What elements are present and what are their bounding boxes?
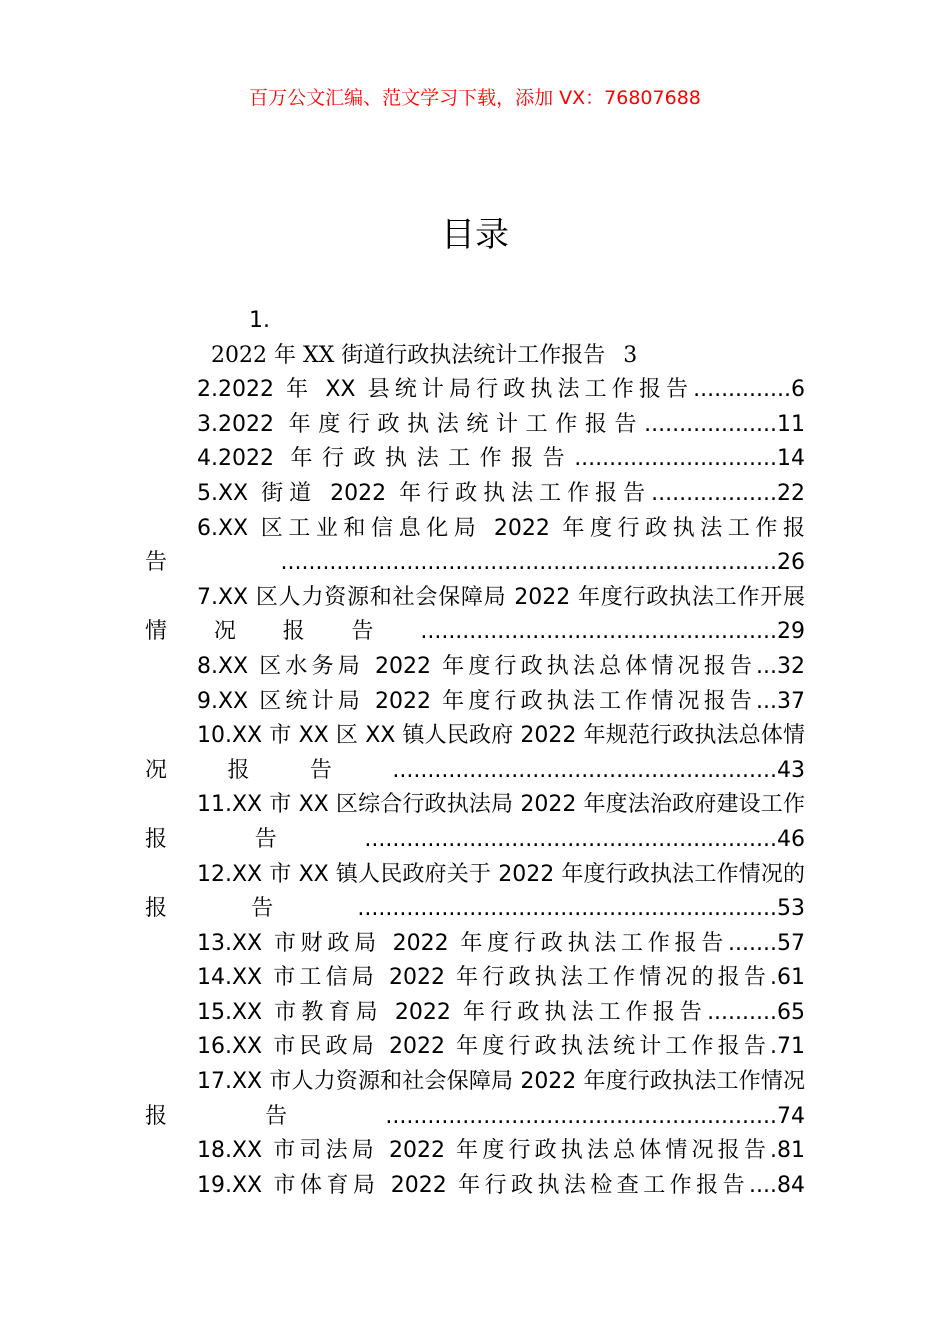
toc-entry-page: 32: [777, 653, 805, 679]
toc-entry[interactable]: [145, 650, 805, 685]
toc-entry[interactable]: [145, 1030, 805, 1065]
toc-entry[interactable]: [145, 373, 805, 408]
toc-entry[interactable]: [145, 512, 805, 581]
table-of-contents: [145, 304, 805, 1203]
toc-entry-title: 11.XX 市 XX 区综合行政执法局 2022 年度法治政府建设工作报告: [145, 792, 805, 852]
toc-entry-title: 15.XX 市教育局 2022 年行政执法工作报告: [197, 999, 708, 1025]
toc-entry-number: 1.: [249, 308, 270, 333]
header-note: 百万公文汇编、范文学习下载，添加 VX：76807688: [249, 87, 701, 109]
toc-entry-title: 13.XX 市财政局 2022 年度行政执法工作报告: [197, 930, 729, 956]
toc-entry-leader: .: [770, 965, 777, 991]
toc-entry[interactable]: [145, 581, 805, 650]
toc-entry-leader: ..................: [651, 480, 777, 506]
toc-entry-leader: ..............: [693, 377, 791, 403]
toc-entry-title: 3.2022 年度行政执法统计工作报告: [197, 411, 645, 437]
toc-entry-page: 26: [777, 550, 805, 576]
toc-entry-leader: ........................................................: [385, 1103, 777, 1129]
toc-entry[interactable]: [145, 1065, 805, 1134]
toc-entry-title: 2.2022 年 XX 县统计局行政执法工作报告: [197, 377, 694, 403]
toc-entry-page: 84: [777, 1172, 805, 1198]
toc-entry-page: 46: [777, 826, 805, 852]
toc-entry-title: 7.XX 区人力资源和社会保障局 2022 年度行政执法工作开展情况报告: [145, 584, 805, 645]
toc-entry[interactable]: [145, 719, 805, 788]
toc-entry-leader: ....: [749, 1172, 777, 1198]
toc-entry[interactable]: [145, 996, 805, 1031]
toc-entry[interactable]: [145, 1169, 805, 1204]
toc-entry-page: 3: [623, 342, 638, 368]
toc-entry[interactable]: [145, 927, 805, 962]
toc-entry[interactable]: [145, 408, 805, 443]
toc-entry-page: 11: [777, 411, 805, 437]
toc-entry-page: 37: [777, 688, 805, 714]
toc-entry-page: 81: [777, 1138, 805, 1164]
toc-entry-title: 12.XX 市 XX 镇人民政府关于 2022 年度行政执法工作情况的报告: [145, 861, 805, 922]
toc-entry-title: 19.XX 市体育局 2022 年行政执法检查工作报告: [197, 1172, 750, 1198]
toc-entry-leader: ...................................................: [420, 619, 777, 645]
toc-entry-title: 2022 年 XX 街道行政执法统计工作报告: [211, 342, 606, 368]
toc-entry-page: 6: [791, 377, 805, 403]
toc-entry[interactable]: [145, 858, 805, 927]
toc-entry-page: 22: [777, 480, 805, 506]
toc-entry-leader: .............................: [574, 446, 777, 472]
toc-title: 目录: [441, 215, 509, 255]
toc-entry-title: 6.XX 区工业和信息化局 2022 年度行政执法工作报告: [145, 515, 805, 576]
toc-entry-leader: ...........................................................: [364, 826, 777, 852]
toc-entry-title: 16.XX 市民政局 2022 年度行政执法统计工作报告: [197, 1034, 770, 1060]
toc-entry-page: 43: [777, 757, 805, 783]
toc-entry-leader: ..........: [707, 999, 777, 1025]
toc-entry[interactable]: [145, 961, 805, 996]
toc-entry-leader: ...................: [644, 411, 777, 437]
toc-entry[interactable]: [145, 442, 805, 477]
toc-entry[interactable]: [145, 788, 805, 857]
toc-entry-page: 71: [777, 1034, 805, 1060]
toc-entry-page: 61: [777, 965, 805, 991]
toc-entry-leader: .......................................................................: [280, 550, 777, 576]
toc-entry-title: 8.XX 区水务局 2022 年度行政执法总体情况报告: [197, 653, 757, 679]
toc-entry-leader: .: [770, 1138, 777, 1164]
toc-entry-title: 18.XX 市司法局 2022 年度行政执法总体情况报告: [197, 1138, 770, 1164]
toc-entry-page: 57: [777, 930, 805, 956]
toc-entry-title: 9.XX 区统计局 2022 年度行政执法工作情况报告: [197, 688, 757, 714]
toc-entry[interactable]: [145, 304, 805, 373]
toc-entry-title: 4.2022 年行政执法工作报告: [197, 446, 575, 472]
toc-entry-title: 5.XX 街道 2022 年行政执法工作报告: [197, 480, 652, 506]
toc-entry-title: 14.XX 市工信局 2022 年行政执法工作情况的报告: [197, 965, 770, 991]
toc-entry-page: 74: [777, 1103, 805, 1129]
toc-entry-leader: .: [770, 1034, 777, 1060]
toc-entry-leader: .......................................................: [392, 757, 777, 783]
toc-entry[interactable]: [145, 1134, 805, 1169]
toc-entry-page: 14: [777, 446, 805, 472]
toc-entry-page: 53: [777, 896, 805, 922]
toc-entry-leader: .......: [728, 930, 777, 956]
toc-entry-leader: ............................................................: [357, 896, 777, 922]
toc-entry[interactable]: [145, 477, 805, 512]
toc-entry-leader: ...: [756, 688, 777, 714]
toc-entry-title: 10.XX 市 XX 区 XX 镇人民政府 2022 年规范行政执法总体情况报告: [145, 723, 805, 783]
toc-entry[interactable]: [145, 685, 805, 720]
toc-entry-page: 29: [777, 619, 805, 645]
toc-entry-title: 17.XX 市人力资源和社会保障局 2022 年度行政执法工作情况报告: [145, 1069, 805, 1129]
toc-entry-page: 65: [777, 999, 805, 1025]
toc-entry-leader: ...: [756, 653, 777, 679]
